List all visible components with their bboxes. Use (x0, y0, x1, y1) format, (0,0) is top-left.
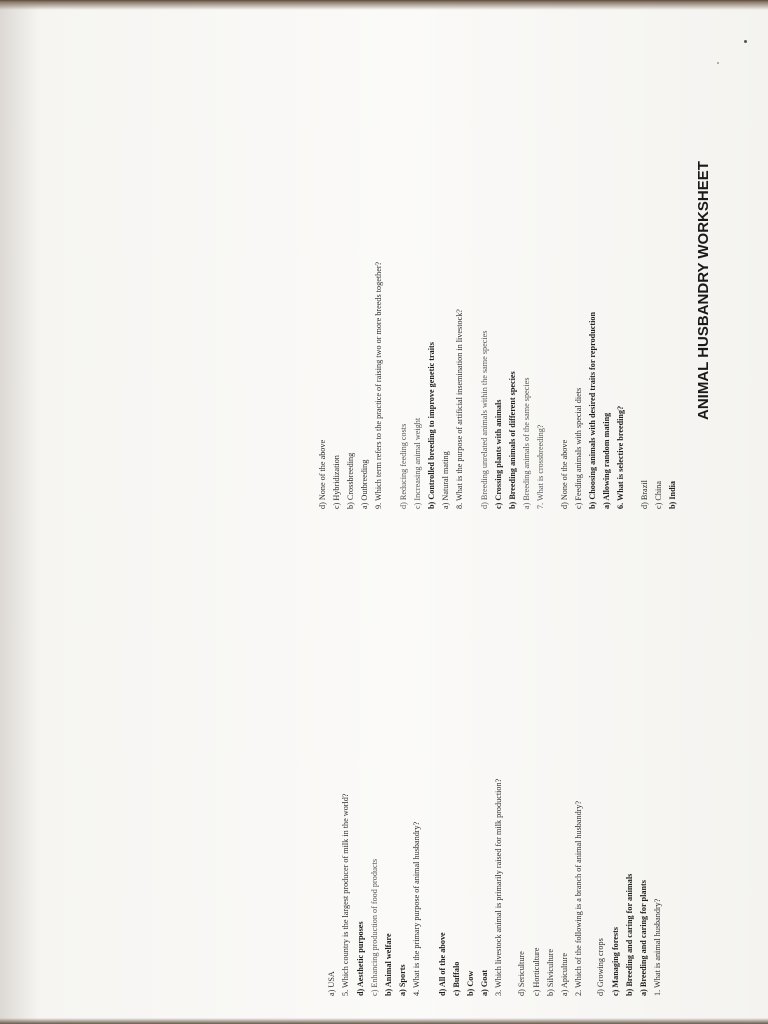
right-column-line: b) Controlled breeding to improve genetic traits (427, 342, 436, 509)
left-column-line: 4. What is the primary purpose of animal husbandry? (412, 821, 421, 996)
left-column-line: a) USA (327, 971, 336, 996)
left-column-line: d) Aesthetic purposes (356, 921, 365, 996)
worksheet (74, 74, 714, 1014)
left-column-line: 3. Which livestock animal is primarily raised for milk production? (494, 778, 503, 996)
right-column-line: a) Outbreeding (360, 459, 369, 509)
right-column-line: b) Breeding animals of different species (508, 371, 517, 509)
right-column-line: 9. Which term refers to the practice of raising two or more breeds together? (374, 261, 383, 509)
left-column-line: 5. Which country is the largest producer of milk in the world? (341, 793, 350, 996)
left-column-line: a) Apiculture (560, 953, 569, 996)
left-column-line: b) Silviculture (546, 948, 555, 996)
right-column-line: a) Allowing random mating (602, 412, 611, 509)
left-column-line: c) Horticulture (532, 947, 541, 996)
left-column-line: c) Buffalo (452, 961, 461, 996)
right-column-line: 7. What is crossbreeding? (536, 424, 545, 509)
left-column-line: a) Sports (398, 964, 407, 996)
right-column-line: 6. What is selective breeding? (616, 405, 625, 509)
left-column-line: a) Breeding and caring for plants (639, 880, 648, 996)
left-column-line: b) Cow (466, 970, 475, 996)
right-column-line: d) Breeding unrelated animals within the same species (480, 330, 489, 509)
page-top-shadow (0, 0, 768, 10)
left-column-line: a) Goat (480, 969, 489, 996)
left-column-line: b) Animal welfare (384, 933, 393, 996)
right-column-line: d) None of the above (318, 439, 327, 509)
right-column-line: b) Crossbreeding (346, 452, 355, 509)
left-column-line: 1. What is animal husbandry? (653, 898, 662, 996)
right-column-line: a) Natural mating (441, 451, 450, 509)
right-column-line: a) Breeding animals of the same species (522, 377, 531, 509)
right-column-line: c) Feeding animals with special diets (574, 387, 583, 509)
right-column-line: 8. What is the purpose of artificial insemination in livestock? (455, 309, 464, 509)
left-column-line: d) All of the above (438, 932, 447, 996)
right-column-line: c) China (654, 481, 663, 509)
left-column-line: d) Sericulture (517, 951, 526, 996)
right-column-line: d) Brazil (640, 480, 649, 509)
left-column-line: c) Managing forests (611, 927, 620, 996)
paper-speck (717, 62, 719, 64)
left-column-line: c) Enhancing production of food products (370, 858, 379, 996)
right-column-line: b) Choosing animals with desired traits for reproduction (588, 311, 597, 509)
right-column-line: b) India (668, 481, 677, 509)
right-column-line: d) Reducing feeding costs (399, 423, 408, 509)
right-column-line: c) Crossing plants with animals (494, 399, 503, 509)
worksheet-title: ANIMAL HUSBANDRY WORKSHEET (695, 161, 712, 420)
left-column-line: 2. Which of the following is a branch of animal husbandry? (574, 800, 583, 996)
left-column-line: b) Breeding and caring for animals (625, 873, 634, 996)
page-bottom-shadow (0, 1018, 768, 1024)
left-column-line: d) Growing crops (596, 938, 605, 996)
right-column-line: c) Hybridization (332, 455, 341, 509)
right-column-line: c) Increasing animal weight (413, 417, 422, 509)
right-column-line: d) None of the above (560, 439, 569, 509)
paper-speck (744, 40, 747, 43)
